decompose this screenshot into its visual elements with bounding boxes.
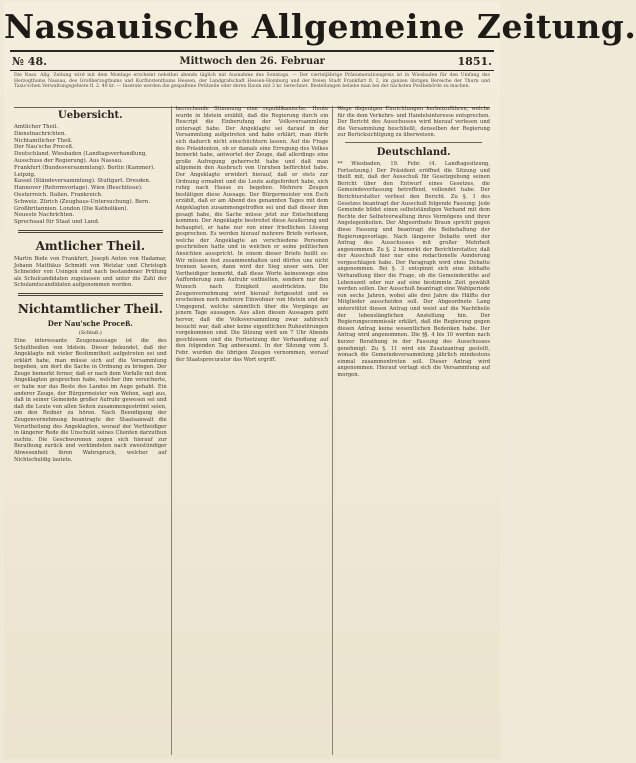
toc-item: Schweiz. Zürich (Zeughaus-Untersuchung). Bern. <box>14 198 150 205</box>
toc-item: Großbritannien. London (Die Katholiken). <box>14 205 129 212</box>
column-left <box>10 106 172 755</box>
columns <box>10 106 494 755</box>
toc-heading: Uebersicht. <box>58 110 123 121</box>
middle-article-text: herrschende Stimmung eine republikanische. Heute wurde in Idstein erzählt, daß die Regierung durch ein Rescript die Einberufung der Volksversammlung untersagt habe. Der Angeklagte sei darauf in der Versammlung aufgetreten und habe erklärt, man dürfe sich dadurch nicht einschüchtern lassen. Auf die Frage des Präsidenten, ob er damals eine Erregung des Volkes bemerkt habe, antwortet der Zeuge, daß allerdings eine große Aufregung geherrscht habe und daß man allgemein den Ausbruch von Unruhen befürchtet habe. Der Angeklagte erwidert hierauf, daß er stets zur Ordnung ermahnt und die Leute aufgefordert habe, sich ruhig nach Hause zu begeben. Mehrere Zeugen bestätigen diese Aussage. Der Bürgermeister von Esch erzählt, daß er am Abend des genannten Tages mit dem Angeklagten zusammengetroffen sei und daß dieser ihm gesagt habe, die Sache müsse jetzt zur Entscheidung kommen. Der Angeklagte bestreitet diese Aeußerung und behauptet, er habe nur von einer friedlichen Lösung gesprochen. Es werden hierauf mehrere Briefe verlesen, welche der Angeklagte an verschiedene Personen geschrieben hatte und in welchen er seine politischen Ansichten ausspricht. In einem dieser Briefe heißt es: Wir müssen fest zusammenhalten und dürfen uns nicht trennen lassen, dann wird der Sieg unser sein. Der Vertheidiger bemerkt, daß diese Worte keineswegs eine Aufforderung zum Aufruhr enthielten, sondern nur den Wunsch nach Einigkeit ausdrückten. Die Zeugenvernehmung wird hierauf fortgesetzt und es erscheinen noch mehrere Einwohner von Idstein und der Umgegend, welche sämmtlich über die Vorgänge an jenem Tage aussagen. Aus allen diesen Aussagen geht hervor, daß die Volksversammlung zwar zahlreich besucht war, daß aber keine eigentlichen Ruhestörungen vorgekommen sind. Die Sitzung wird um 7 Uhr Abends geschlossen und die Fortsetzung der Verhandlung auf den folgenden Tag anberaumt. In der Sitzung vom 5. Febr. wurden die übrigen Zeugen vernommen, worauf der Staatsprocurator das Wort ergriff. <box>175 106 329 363</box>
nichtamtlich-heading: Nichtamtlicher Theil. <box>17 301 163 316</box>
toc-item: Neueste Nachrichten. <box>14 212 75 219</box>
issue-date: Mittwoch den 26. Februar <box>179 55 325 67</box>
amtlich-text: Martin Bode von Frankfurt, Joseph Anton von Hadamar, Johann Matthäus Schmidt von Wetzlar und Christoph Schneider von Usingen sind nach bestandener Prüfung als Schulcandidaten zugelassen und unter die Zahl der Schulamtscandidaten aufgenommen worden. <box>14 255 167 289</box>
deutschland-text: ** Wiesbaden, 19. Febr. (4. Landtagssitzung, Fortsetzung.) Der Präsident eröffnet die Sitzung und theilt mit, daß der Ausschuß für Gesetzgebung seinen Bericht über den Entwurf eines Gesetzes, die Gemeindeverfassung betreffend, vollendet habe. Der Berichterstatter verliest den Bericht. Zu §. 1 des Gesetzes beantragt der Ausschuß folgende Fassung: Jede Gemeinde bildet einen selbstständigen Verband mit dem Rechte der Selbstverwaltung ihres Vermögens und ihrer Angelegenheiten. Der Abgeordnete Braun spricht gegen diese Fassung und beantragt die Beibehaltung der Regierungsvorlage. Nach längerer Debatte wird der Antrag des Ausschusses mit großer Mehrheit angenommen. Zu §. 2 bemerkt der Berichterstatter, daß der Ausschuß hier nur eine redactionelle Aenderung vorgeschlagen habe. Der Paragraph wird ohne Debatte angenommen. Bei §. 3 entspinnt sich eine lebhafte Verhandlung über die Frage, ob die Gemeinderäthe auf Lebenszeit oder nur auf eine bestimmte Zeit gewählt werden sollen. Der Ausschuß beantragt eine Wahlperiode von sechs Jahren, wobei alle drei Jahre die Hälfte der Mitglieder ausscheiden soll. Der Abgeordnete Lang unterstützt diesen Antrag und weist auf die Nachtheile der lebenslänglichen Anstellung hin. Der Regierungscommissär erklärt, daß die Regierung gegen diesen Antrag keine wesentlichen Bedenken habe. Der Antrag wird angenommen. Die §§. 4 bis 10 werden nach kurzer Berathung in der Fassung des Ausschusses genehmigt. Zu §. 11 wird ein Zusatzantrag gestellt, wonach die Gemeindeversammlung jährlich mindestens einmal zusammentreten soll. Dieser Antrag wird angenommen. Hierauf vertagt sich die Versammlung auf morgen. <box>337 160 491 378</box>
toc-item: Amtlicher Theil. <box>14 124 59 130</box>
subscription-notice: Die Nass. Allg. Zeitung wird mit dem Montage erscheint nebstbei abends täglich mit Ausnahme des Sonntags. — Der vierteljährige Pränumerationspreis ist in Wiesbaden für den Umfang des Herzogthums Nassau, des Großherzogthums und Kurfürstenthums Hessen, der Landgrafschaft Hessen-Homburg und der freien Stadt Frankfurt fl. 2, im ganzen übrigen Bereiche der Thurn und Taxis'schen Verwaltungsgebiete fl. 2. 40 kr. — Inserate werden die gespaltene Petitzeile oder deren Raum mit 3 kr. berechnet. Bestellungen beliebe man bei der nächsten Postbehörde zu machen. <box>14 73 490 108</box>
dateline <box>10 50 494 71</box>
toc-list <box>14 124 167 226</box>
column-middle <box>172 106 334 755</box>
toc-item: Kassel (Ständeversammlung). Stuttgart. Dresden. <box>14 178 151 185</box>
nau-text: Eine interessante Zeugenaussage ist die des Schultheißen von Idstein. Dieser bekundet, daß der Angeklagte mit vieler Bestimmtheit aufgetreten sei und erklärt habe, man müsse sich auf die Versammlung begeben, um dort die Sache in Ordnung zu bringen. Der Zeuge bemerkt ferner, daß er nach dem Vorfalle mit dem Angeklagten gesprochen habe, welcher ihm versicherte, er habe nur das Beste des Landes im Auge gehabt. Ein anderer Zeuge, der Bürgermeister von Wehen, sagt aus, daß in seiner Gemeinde großer Aufruhr gewesen sei und daß die Leute von allen Seiten zusammengeströmt seien, um den Redner zu hören. Nach Beendigung der Zeugenvernehmung beantragte der Staatsanwalt die Verurtheilung des Angeklagten, worauf der Vertheidiger in längerer Rede die Unschuld seines Clienten darzuthun suchte. Die Geschworenen zogen sich hierauf zur Berathung zurück und verkündeten nach zweistündiger Abwesenheit ihren Wahrspruch, welcher auf Nichtschuldig lautete. <box>14 337 167 463</box>
toc-item: Dienstnachrichten. <box>14 130 67 137</box>
toc-item: Frankfurt (Bundesversammlung). Berlin (Kammer). Leipzig. <box>14 164 155 178</box>
amtlich-heading: Amtlicher Theil. <box>35 238 146 253</box>
deutschland-heading: Deutschland. <box>376 146 451 158</box>
divider <box>18 293 163 296</box>
nau-heading: Der Nau'sche Proceß. <box>47 318 133 328</box>
toc-item: Hannover (Reformvorlage). Wien (Beschlüsse). <box>14 185 143 192</box>
toc-item: Oesterreich. Italien. Frankreich. <box>14 191 103 198</box>
divider <box>18 230 163 233</box>
divider <box>345 142 482 143</box>
toc-item: Deutschland. Wiesbaden (Landtagsverhandlung, Ausschuss der Regierung). Aus Nassau. <box>14 151 147 164</box>
nau-subheading: (Schluß.) <box>78 329 102 336</box>
toc-item: Der Nau'sche Proceß. <box>14 144 74 151</box>
issue-number: № 48. <box>12 54 47 68</box>
newspaper-page <box>4 2 636 759</box>
toc-item: Sprechsaal für Staat und Land. <box>14 219 100 226</box>
column-right <box>333 106 494 755</box>
toc-item: Nichtamtlicher Theil. <box>14 137 73 144</box>
issue-year: 1851. <box>457 54 492 68</box>
masthead-title: Nassauische Allgemeine Zeitung. <box>4 7 636 46</box>
right-top-text: Wege diejenigen Einrichtungen herbeizuführen, welche für die dem Verkehrs- und Handelsinteresse entsprechen. Der Bericht des Ausschusses wird hierauf verlesen und die Versammlung beschließt, denselben der Regierung zur Berücksichtigung zu überweisen. <box>337 106 491 139</box>
